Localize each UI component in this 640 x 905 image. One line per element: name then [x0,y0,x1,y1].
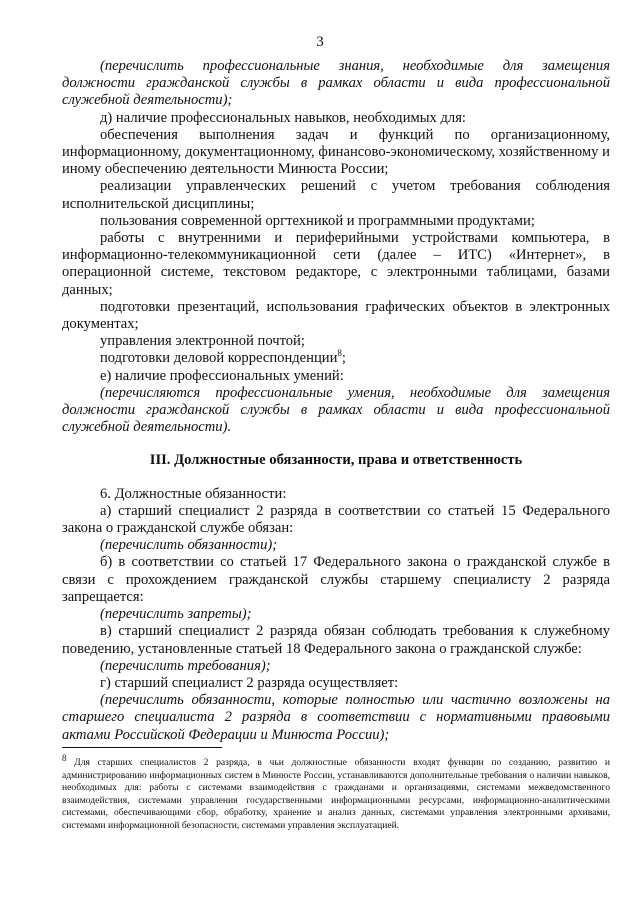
footnote-text: Для старших специалистов 2 разряда, в чьи должностные обязанности входят функции по созданию, развитию и администрированию информационных систем в Минюсте России, устанавливаются дополнительные требования о наличии навыков, необходимых для: работы с системами взаимодействия с гражданами и организациями, системами межведомственного взаимодействия, системами управления государственными информационными ресурсами, информационно-аналитическими системами, обеспечивающими сбор, обработку, хранение и анализ данных, системами управления электронными архивами, системами информационной безопасности, системами управления эксплуатацией. [62,757,611,831]
list-item: управления электронной почтой; [100,333,305,350]
list-item: пользования современной оргтехникой и программными продуктами; [100,212,535,229]
section-paragraph: б) в соответствии со статьей 17 Федерального закона о гражданской службе в связи с прохождением гражданской службы старшему специалисту 2 разряда запрещается: [62,554,610,605]
section-paragraph: в) старший специалист 2 разряда обязан соблюдать требования к служебному поведению, установленные статьей 18 Федерального закона о гражданской службе: [62,623,610,657]
list-item: работы с внутренними и периферийными устройствами компьютера, в информационно-телекоммуникационной сети (далее – ИТС) «Интернет», в операционной системе, текстовом редакторе, с электронными таблицами, базами данных; [62,230,610,298]
footnote-mark: 8 [62,752,67,763]
list-item: обеспечения выполнения задач и функций по организационному, информационному, документационному, финансово-экономическому, хозяйственному и иному обеспечению деятельности Минюста России; [62,126,610,178]
paragraph-abilities-note: (перечисляются профессиональные умения, необходимые для замещения должности гражданской службы в рамках области и вида профессиональной служебной деятельности). [62,384,610,436]
document-body [62,58,610,744]
section-heading: III. Должностные обязанности, права и ответственность [149,452,523,469]
paragraph-knowledge-note: (перечислить профессиональные знания, необходимые для замещения должности гражданской службы в рамках области и вида профессиональной служебной деятельности); [62,58,610,109]
paragraph-skills-intro: д) наличие профессиональных навыков, необходимых для: [100,109,466,126]
list-item-text: подготовки деловой корреспонденции [100,350,338,367]
footnote-reference: 8 [337,348,342,359]
list-item-suffix: ; [341,350,346,367]
footnote-separator [62,747,222,748]
section-paragraph: а) старший специалист 2 разряда в соответствии со статьей 15 Федерального закона о гражданской службе обязан: [62,502,610,537]
list-item: реализации управленческих решений с учетом требования соблюдения исполнительской дисциплины; [62,178,610,212]
section-paragraph-note: (перечислить требования); [100,657,271,674]
section-paragraph: г) старший специалист 2 разряда осуществляет: [100,674,399,691]
list-item: подготовки презентаций, использования графических объектов в электронных документах; [62,298,610,333]
section-paragraph-note: (перечислить обязанности); [100,537,278,554]
section-paragraph: 6. Должностные обязанности: [100,485,287,502]
list-item-correspondence [62,350,610,367]
paragraph-abilities-intro: е) наличие профессиональных умений: [100,367,344,384]
section-paragraph-note: (перечислить запреты); [100,606,252,623]
section-paragraph-note: (перечислить обязанности, которые полностью или частично возложены на старшего специалиста 2 разряда в соответствии с нормативными правовыми актами Российской Федерации и Минюста России); [62,692,610,743]
page-number: 3 [316,34,324,50]
footnote [62,752,611,833]
